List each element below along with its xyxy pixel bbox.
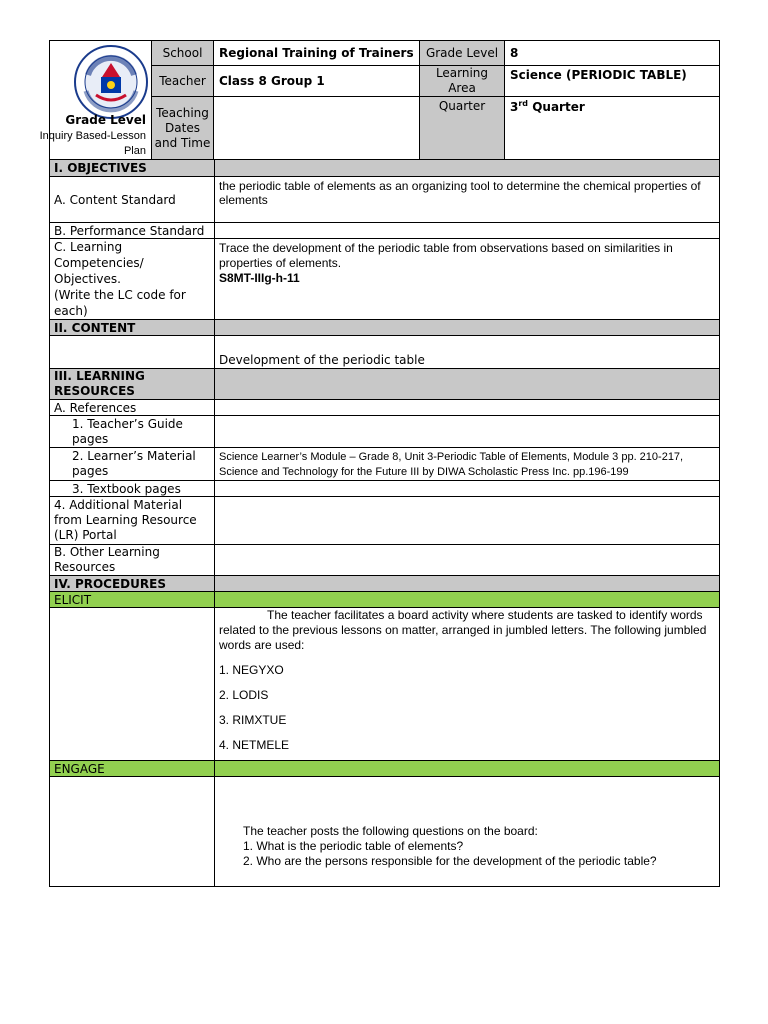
textbook-label: 3. Textbook pages (50, 481, 215, 497)
engage-intro: The teacher posts the following questions on the board: (243, 824, 538, 838)
teaching-dates-label: Teaching Dates and Time (151, 96, 214, 160)
table-row (50, 400, 720, 416)
section-procedures-heading: IV. PROCEDURES (50, 576, 215, 592)
school-label: School (151, 40, 214, 66)
content-value: Development of the periodic table (215, 336, 720, 369)
quarter-value (504, 96, 720, 160)
table-row (50, 545, 720, 576)
engage-question-2: 2. Who are the persons responsible for the development of the periodic table? (243, 854, 657, 868)
competencies-note: (Write the LC code for each) (54, 288, 186, 318)
school-value: Regional Training of Trainers (213, 40, 420, 66)
grade-level-value: 8 (504, 40, 720, 66)
logo-cell (39, 40, 152, 160)
engage-header-row (50, 761, 720, 777)
table-row (50, 239, 720, 320)
elicit-content (215, 608, 720, 761)
lesson-plan-table (49, 159, 720, 887)
competencies-value: Trace the development of the periodic table from observations based on similarities in properties of elements. (219, 241, 673, 270)
section-content-heading: II. CONTENT (50, 320, 215, 336)
quarter-suffix: rd (518, 99, 529, 108)
elicit-word-4: 4. NETMELE (219, 738, 290, 752)
learning-area-label: Learning Area (419, 65, 505, 97)
quarter-word: Quarter (528, 100, 585, 114)
section-procedures-row (50, 576, 720, 592)
performance-standard-label: B. Performance Standard (50, 223, 215, 239)
engage-label: ENGAGE (50, 761, 215, 777)
quarter-number: 3 (510, 100, 519, 114)
table-row (50, 177, 720, 223)
elicit-word-3: 3. RIMXTUE (219, 713, 287, 727)
references-label: A. References (50, 400, 215, 416)
teacher-label: Teacher (151, 65, 214, 97)
other-resources-label: B. Other Learning Resources (50, 545, 215, 576)
teacher-value: Class 8 Group 1 (213, 65, 420, 97)
lesson-plan-page (39, 40, 720, 887)
table-row (50, 497, 720, 545)
header-block (39, 40, 720, 160)
section-content-row (50, 320, 720, 336)
learners-material-value: Science Learner’s Module – Grade 8, Unit 3-Periodic Table of Elements, Module 3 pp. 210-217, Science and Technology for the Future III by DIWA Scholastic Press Inc. pp.196-199 (215, 448, 720, 481)
plan-type-caption: Inquiry Based-Lesson Plan (39, 130, 146, 157)
section-objectives-row (50, 160, 720, 177)
section-objectives-heading: I. OBJECTIVES (50, 160, 215, 177)
table-row (50, 223, 720, 239)
table-row (50, 416, 720, 448)
elicit-intro: The teacher facilitates a board activity where students are tasked to identify words related to the previous lessons on matter, arranged in jumbled letters. The following jumbled words are used: (219, 608, 707, 652)
grade-level-caption: Grade Level (65, 113, 146, 127)
competencies-value-cell (215, 239, 720, 320)
quarter-label: Quarter (419, 96, 505, 160)
competencies-label: C. Learning Competencies/ Objectives. (54, 240, 144, 286)
competencies-label-cell (50, 239, 215, 320)
elicit-label: ELICIT (50, 592, 215, 608)
content-standard-value: the periodic table of elements as an organizing tool to determine the chemical properties of elements (215, 177, 720, 223)
elicit-word-1: 1. NEGYXO (219, 663, 284, 677)
grade-level-label: Grade Level (419, 40, 505, 66)
engage-question-1: 1. What is the periodic table of elements? (243, 839, 464, 853)
competencies-code: S8MT-IIIg-h-11 (219, 271, 300, 285)
section-resources-row (50, 369, 720, 400)
engage-body-row (50, 777, 720, 887)
table-row (50, 481, 720, 497)
teachers-guide-label: 1. Teacher’s Guide pages (50, 416, 215, 448)
table-row (50, 336, 720, 369)
engage-content (215, 777, 720, 887)
additional-material-label: 4. Additional Material from Learning Resource (LR) Portal (50, 497, 215, 545)
learners-material-label: 2. Learner’s Material pages (50, 448, 215, 481)
table-row (50, 448, 720, 481)
elicit-header-row (50, 592, 720, 608)
section-resources-heading: III. LEARNING RESOURCES (50, 369, 215, 400)
elicit-body-row (50, 608, 720, 761)
deped-seal-icon (74, 45, 148, 119)
elicit-word-2: 2. LODIS (219, 688, 269, 702)
teaching-dates-value (213, 96, 420, 160)
learning-area-value: Science (PERIODIC TABLE) (504, 65, 720, 97)
content-standard-label: A. Content Standard (50, 177, 215, 223)
